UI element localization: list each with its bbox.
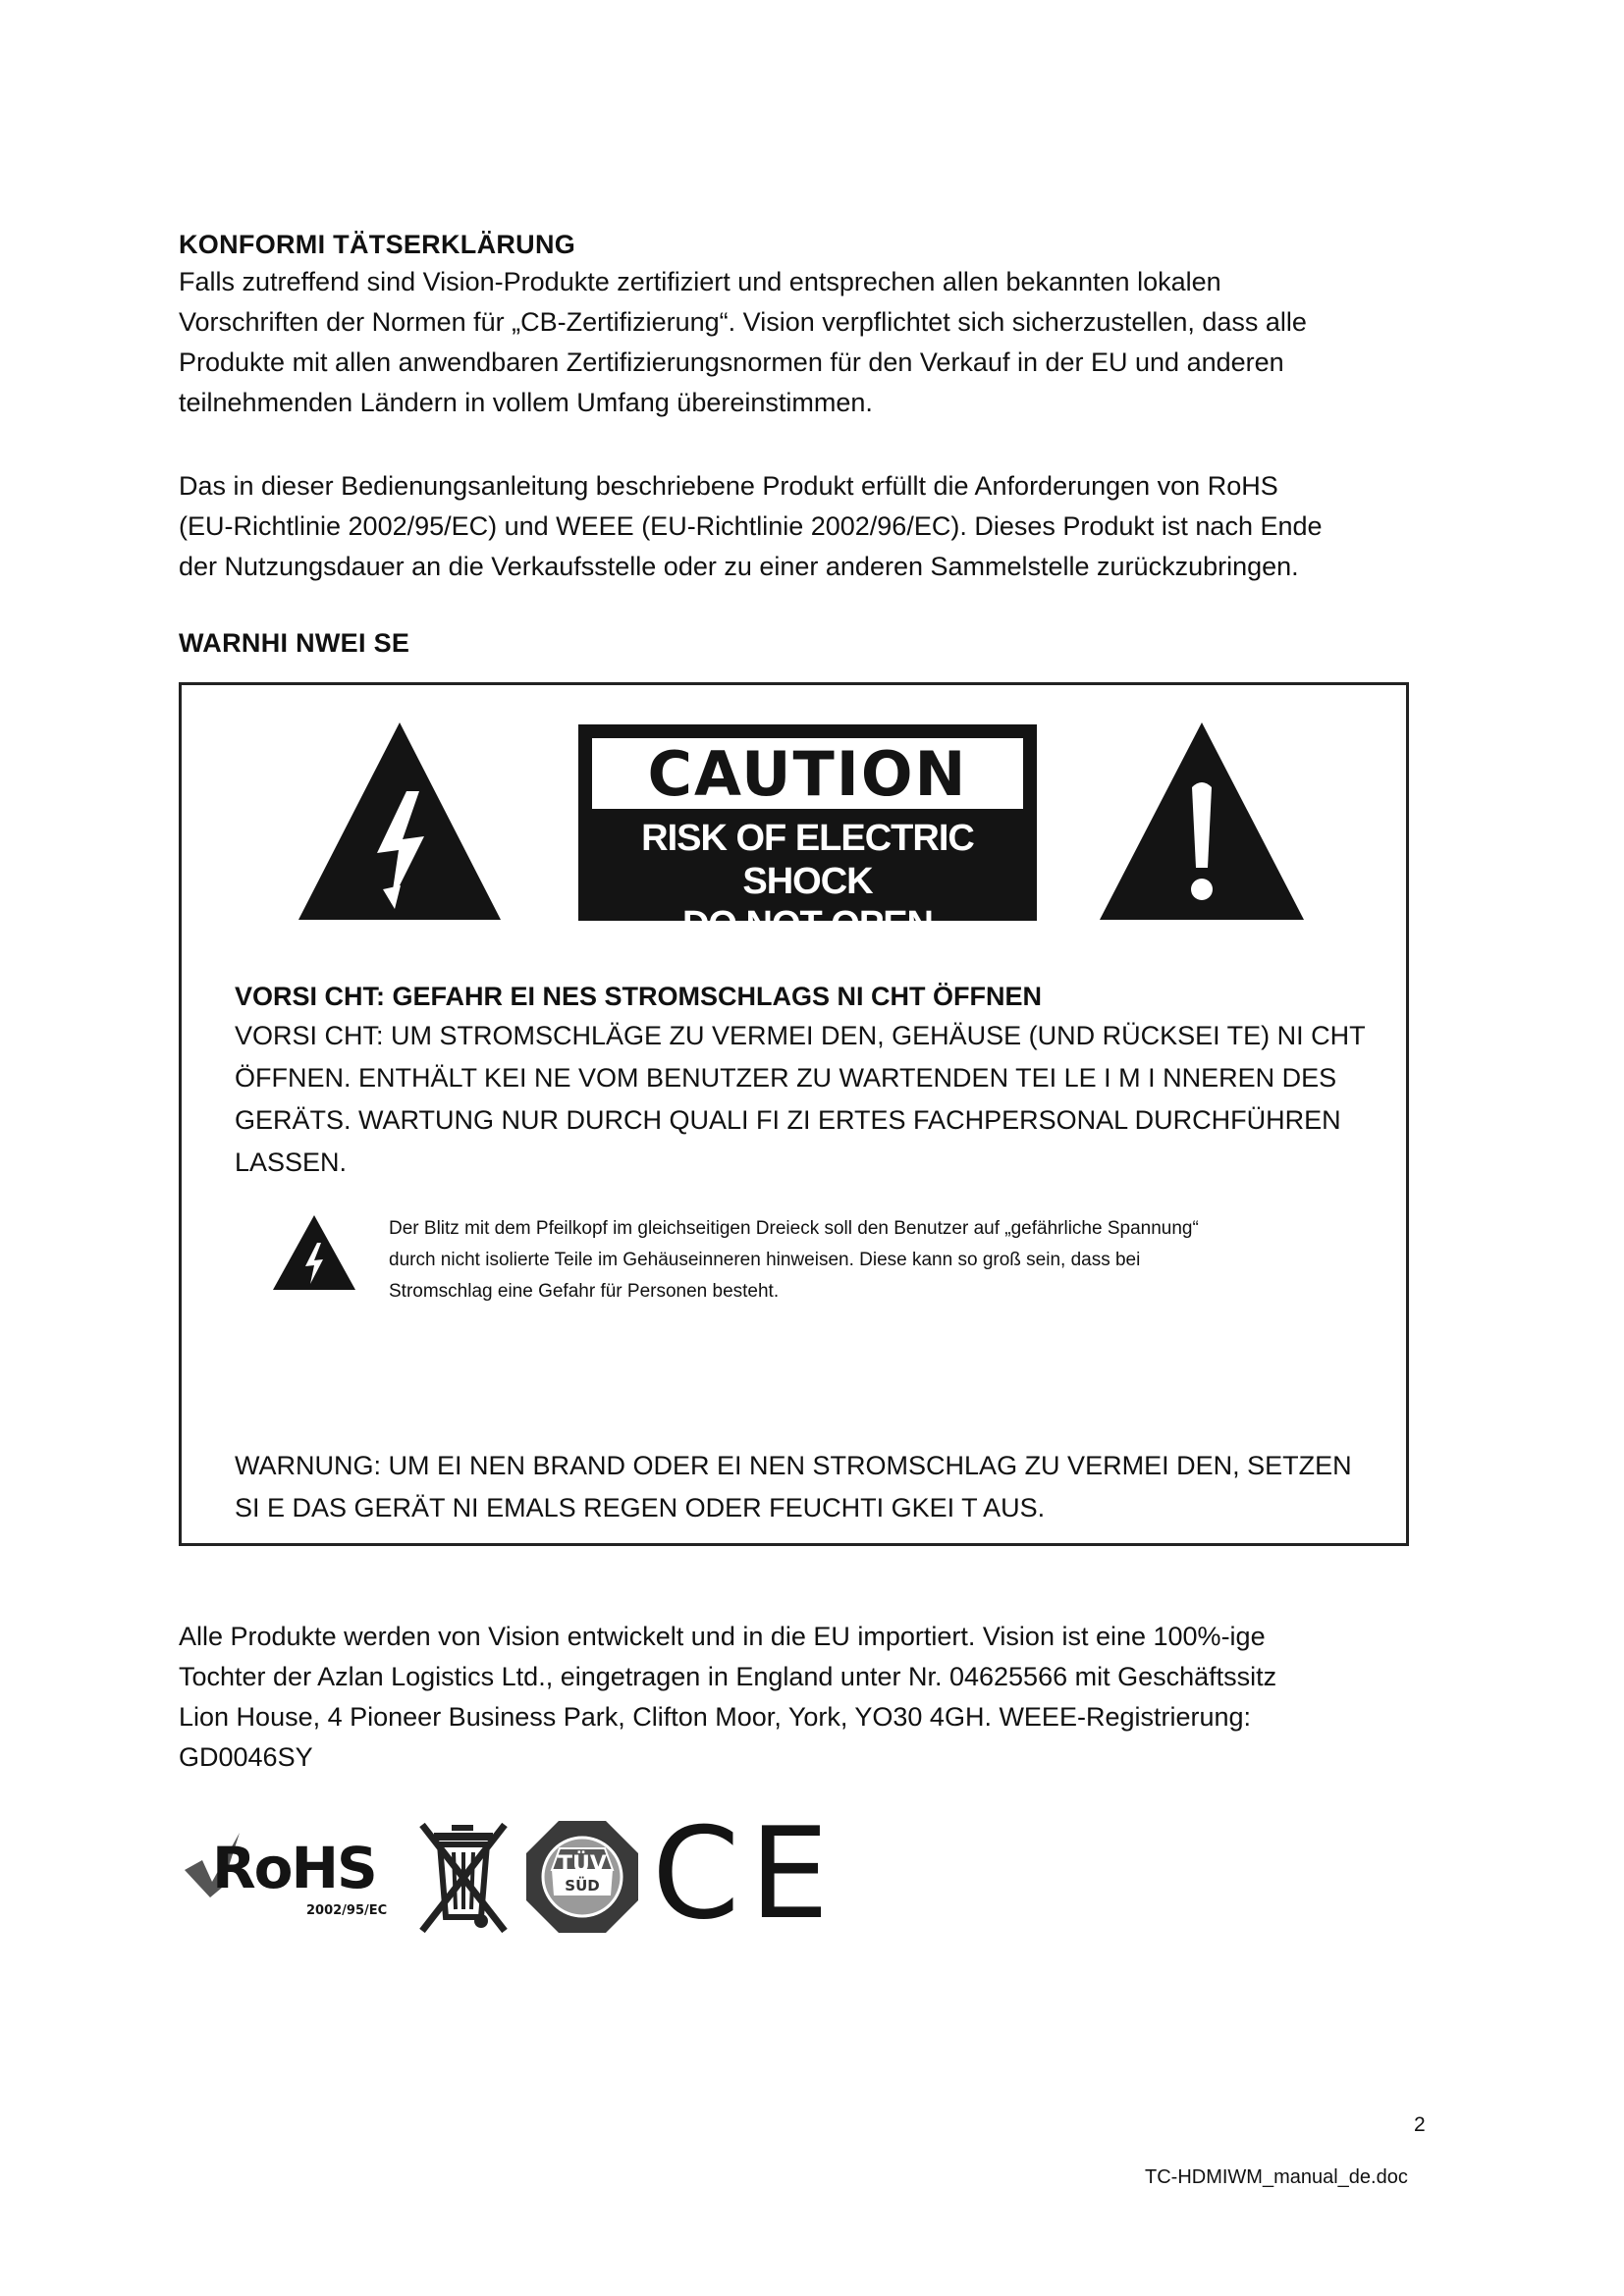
caution-box-text bbox=[235, 1015, 1366, 1184]
tuv-subtext: SÜD bbox=[565, 1877, 600, 1895]
text-line: Produkte mit allen anwendbaren Zertifizierungsnormen für den Verkauf in der EU und anderen bbox=[179, 347, 1284, 377]
text-line: Der Blitz mit dem Pfeilkopf im gleichseitigen Dreieck soll den Benutzer auf „gefährliche Spannung“ bbox=[389, 1218, 1199, 1239]
warnings-heading: WARNHI NWEI SE bbox=[179, 628, 410, 658]
caution-title: CAUTION bbox=[592, 738, 1023, 809]
conformity-paragraph bbox=[179, 262, 1307, 423]
text-line: Vorschriften der Normen für „CB-Zertifizierung“. Vision verpflichtet sich sicherzustellen, dass alle bbox=[179, 307, 1307, 337]
tuv-text: TÜV bbox=[558, 1852, 607, 1877]
footer-filename: TC-HDMIWM_manual_de.doc bbox=[1145, 2166, 1408, 2188]
text-line: Tochter der Azlan Logistics Ltd., eingetragen in England unter Nr. 04625566 mit Geschäftssitz bbox=[179, 1662, 1277, 1691]
caution-line-2: DO NOT OPEN bbox=[681, 904, 934, 945]
page-number: 2 bbox=[1414, 2113, 1426, 2136]
certification-logos bbox=[183, 1801, 839, 1948]
weee-bin-icon bbox=[416, 1819, 511, 1937]
text-line: GERÄTS. WARTUNG NUR DURCH QUALI FI ZI ERTES FACHPERSONAL DURCHFÜHREN bbox=[235, 1105, 1341, 1135]
text-line: ÖFFNEN. ENTHÄLT KEI NE VOM BENUTZER ZU WARTENDEN TEI LE I M I NNEREN DES bbox=[235, 1063, 1337, 1093]
text-line: VORSI CHT: UM STROMSCHLÄGE ZU VERMEI DEN, GEHÄUSE (UND RÜCKSEI TE) NI CHT bbox=[235, 1021, 1366, 1050]
text-line: Lion House, 4 Pioneer Business Park, Clifton Moor, York, YO30 4GH. WEEE-Registrierung: bbox=[179, 1702, 1252, 1732]
text-line: GD0046SY bbox=[179, 1742, 313, 1772]
rohs-paragraph bbox=[179, 466, 1323, 587]
rohs-subtext: 2002/95/EC bbox=[306, 1903, 388, 1918]
company-paragraph bbox=[179, 1617, 1276, 1778]
text-line: (EU-Richtlinie 2002/95/EC) und WEEE (EU-Richtlinie 2002/96/EC). Dieses Produkt ist nach Ende bbox=[179, 511, 1323, 541]
small-lightning-triangle-icon bbox=[271, 1213, 357, 1292]
rohs-text: RoHS bbox=[212, 1835, 376, 1901]
text-line: WARNUNG: UM EI NEN BRAND ODER EI NEN STROMSCHLAG ZU VERMEI DEN, SETZEN bbox=[235, 1451, 1352, 1480]
text-line: SI E DAS GERÄT NI EMALS REGEN ODER FEUCHTI GKEI T AUS. bbox=[235, 1493, 1046, 1522]
text-line: Falls zutreffend sind Vision-Produkte zertifiziert und entsprechen allen bekannten lokalen bbox=[179, 267, 1221, 296]
final-warning bbox=[235, 1445, 1352, 1529]
exclamation-warning-icon bbox=[1098, 721, 1306, 922]
text-line: der Nutzungsdauer an die Verkaufsstelle oder zu einer anderen Sammelstelle zurückzubringen. bbox=[179, 552, 1299, 581]
ce-mark: CE bbox=[652, 1801, 839, 1948]
caution-sign bbox=[578, 724, 1037, 945]
conformity-heading: KONFORMI TÄTSERKLÄRUNG bbox=[179, 230, 576, 259]
text-line: Stromschlag eine Gefahr für Personen besteht. bbox=[389, 1281, 780, 1302]
caution-line-1: RISK OF ELECTRIC SHOCK bbox=[641, 818, 974, 902]
text-line: LASSEN. bbox=[235, 1148, 348, 1177]
text-line: Das in dieser Bedienungsanleitung beschriebene Produkt erfüllt die Anforderungen von RoHS bbox=[179, 471, 1278, 501]
text-line: Alle Produkte werden von Vision entwickelt und in die EU importiert. Vision ist eine 100%-ige bbox=[179, 1622, 1266, 1651]
electric-shock-warning-icon bbox=[297, 721, 503, 922]
caution-box-heading: VORSI CHT: GEFAHR EI NES STROMSCHLAGS NI CHT ÖFFNEN bbox=[235, 982, 1043, 1011]
text-line: durch nicht isolierte Teile im Gehäuseinneren hinweisen. Diese kann so groß sein, dass bei bbox=[389, 1250, 1141, 1270]
warning-box bbox=[179, 682, 1409, 1546]
lightning-note bbox=[389, 1213, 1199, 1308]
rohs-logo bbox=[183, 1821, 399, 1929]
text-line: teilnehmenden Ländern in vollem Umfang übereinstimmen. bbox=[179, 388, 873, 417]
